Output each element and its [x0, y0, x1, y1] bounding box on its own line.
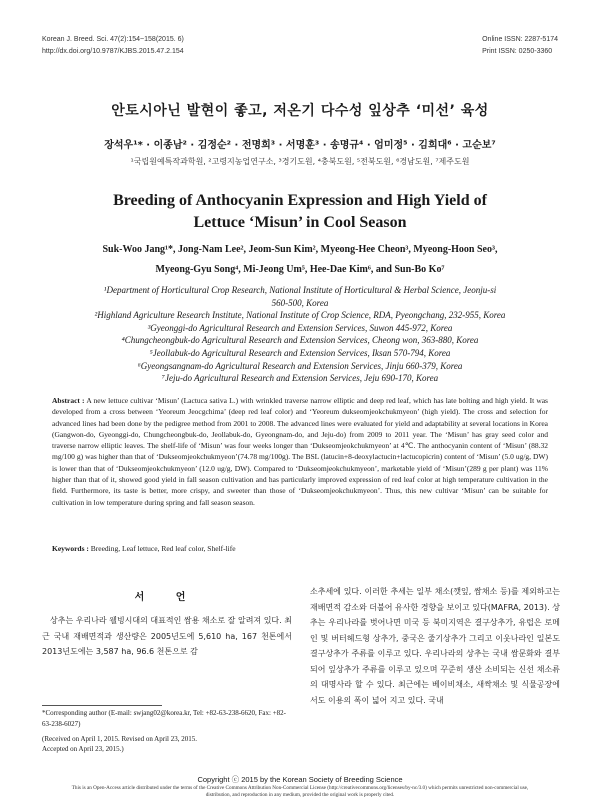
- journal-header: [42, 34, 184, 58]
- left-column: [42, 588, 292, 660]
- doi-link[interactable]: http://dx.doi.org/10.9787/KJBS.2015.47.2.154: [42, 48, 184, 55]
- english-title-line2: Lettuce ‘Misun’ in Cool Season: [193, 214, 407, 231]
- english-affiliations: [40, 284, 560, 385]
- accepted-date: Accepted on April 23, 2015.): [42, 745, 124, 754]
- english-authors: [40, 240, 560, 280]
- license-notice: This is an Open-Access article distributed under the terms of the Creative Commons Attribution Non-Commercial License (http://creativecommons.org/licenses/by-nc/3.0) which permits unrestricted non-commercial use, distribution, and reproduction in any medium, provided the original work is properly cited.: [71, 785, 529, 798]
- affiliation-line: ⁶Gyeongsangnam-do Agricultural Research and Extension Services, Jinju 660-379, Korea: [137, 360, 463, 371]
- korean-authors: 장석우¹* · 이종남² · 김정순² · 전명희³ · 서명훈³ · 송명규⁴ · 엄미정⁵ · 김희대⁶ · 고순보⁷: [104, 140, 496, 151]
- keywords-text: Breeding, Leaf lettuce, Red leaf color, Shelf-life: [90, 544, 236, 553]
- affiliation-line: ⁴Chungcheongbuk-do Agricultural Research and Extension Services, Cheong won, 363-880, Korea: [121, 335, 479, 346]
- intro-heading: 서 언: [134, 592, 200, 603]
- abstract-label: Abstract :: [52, 396, 85, 405]
- corresponding-author: *Corresponding author (E-mail: swjang02@korea.kr, Tel: +82-63-238-6620, Fax: +82-63-238-6027): [42, 709, 287, 728]
- korean-affiliations: ¹국립원예특작과학원, ²고령지농업연구소, ³경기도원, ⁴충북도원, ⁵전북도원, ⁶경남도원, ⁷제주도원: [130, 157, 470, 166]
- journal-citation: Korean J. Breed. Sci. 47(2):154~158(2015. 6): [42, 36, 184, 43]
- affiliation-line: ²Highland Agriculture Research Institute, National Institute of Crop Science, RDA, Pyeongchang, 232-955, Korea: [94, 310, 506, 321]
- online-issn: Online ISSN: 2287-5174: [482, 36, 558, 43]
- print-issn: Print ISSN: 0250-3360: [482, 48, 553, 55]
- copyright-notice: Copyright ⓒ 2015 by the Korean Society of Breeding Science: [197, 775, 403, 784]
- footnotes: [42, 708, 292, 755]
- affiliation-line: ¹Department of Horticultural Crop Research, National Institute of Horticultural & Herbal Science, Jeonju-si: [103, 285, 497, 295]
- received-date: (Received on April 1, 2015. Revised on April 23, 2015.: [42, 734, 197, 743]
- english-title-line1: Breeding of Anthocyanin Expression and High Yield of: [113, 192, 487, 209]
- abstract-text: A new lettuce cultivar ‘Misun’ (Lactuca sativa L.) with wrinkled traverse narrow elliptic and deep red leaf, which has late bolting and high yield. It was developed from a cross between ‘Yeoreum Jeocgchima’ (deep red leaf color) and ‘Yeoreum dukseomjeokchukmyeon’ (high yield). The cross and selection for advanced lines had been done by the pedigree method from 2001 to 2008. The advanced lines were evaluated for yield and adaptability at several locations in Korea (Gangwon-do, Gyeonggi-do, Chungcheongbuk-do, Jeollabuk-do, Gyeongnam-do, and Jeju-do) from 2009 to 2011 year. The ‘Misun’ has gray seed color and traverse narrow elliptic leaves. The shelf-life of ‘Misun’ was four weeks longer than ‘Dukseomjeokchukmyeon’ at 4℃. The anthocyanin content of ‘Misun’ (88.32 mg/100 g) was higher than that of ‘Dukseomjeokchukmyeon’(74.78 mg/100g). The BSL (latucin+8-deoxylactucin+lactucopicrin) content of ‘Misun’ (5.0 ug/g, DW) is lower than that of ‘Dukseomjeokchukmyeon’ (12.0 ug/g, DW). Compared to ‘Dukseomjeokchukmyeon’, marketable yield of ‘Misun’(289 g per plant) was 11% higher than that of it, showed good yield in fall season cultivation and has particularly improved expression of red leaf color at high temperature cultivation in the field. Furthermore, its taste is better, more crispy, and sweeter than those of ‘Dukseomjeokchukmyeon’. Thus, this new cultivar ‘Misun’ can be suitable for cultivation in low temperature during spring and fall season season.: [52, 396, 548, 507]
- footnote-divider: [42, 705, 162, 706]
- korean-title: 안토시아닌 발현이 좋고, 저온기 다수성 잎상추 ‘미선’ 육성: [111, 103, 489, 119]
- intro-text-left: 상추는 우리나라 웰빙시대의 대표적인 쌈용 채소로 잘 알려져 있다. 최근 국내 재배면적과 생산량은 2005년도에 5,610 ha, 167 천톤에서 2013년도에는 3,587 ha, 96.6 천톤으로 감: [42, 616, 292, 656]
- abstract: [52, 395, 548, 508]
- affiliation-line: 560-500, Korea: [271, 297, 329, 308]
- affiliation-line: ⁷Jeju-do Agricultural Research and Extension Services, Jeju 690-170, Korea: [161, 373, 439, 384]
- english-authors-line2: Myeong-Gyu Song⁴, Mi-Jeong Um⁵, Hee-Dae Kim⁶, and Sun-Bo Ko⁷: [155, 264, 445, 275]
- affiliation-line: ⁵Jeollabuk-do Agricultural Research and Extension Services, Iksan 570-794, Korea: [149, 347, 451, 358]
- issn-header: [482, 34, 558, 58]
- english-title: [0, 190, 600, 234]
- keywords-label: Keywords :: [52, 544, 89, 553]
- affiliation-line: ³Gyeonggi-do Agricultural Research and Extension Services, Suwon 445-972, Korea: [147, 322, 453, 333]
- english-authors-line1: Suk-Woo Jang¹*, Jong-Nam Lee², Jeom-Sun Kim², Myeong-Hee Cheon³, Myeong-Hoon Seo³,: [102, 244, 498, 255]
- intro-text-right: 소추세에 있다. 이러한 추세는 일부 채소(깻잎, 쌈채소 등)를 제외하고는 재배면적 감소와 더불어 유사한 경향을 보이고 있다(MAFRA, 2013). 상추는 우리나라를 벗어나면 미국 등 북미지역은 결구상추가, 유럽은 로메인 및 버터헤드형 상추가, 중국은 줄기상추가 그리고 이웃나라인 일본도 결구상추가 주류를 이루고 있다. 우리나라의 상추는 국내 쌈문화와 결부되어 잎상추가 주류를 이루고 있으며 꾸준히 생산 소비되는 신선 채소류의 대명사라 할 수 있다. 최근에는 베이비채소, 새싹채소 및 식물공장에서도 이용의 폭이 넓어 지고 있다. 국내: [310, 587, 560, 705]
- keywords: [52, 544, 548, 553]
